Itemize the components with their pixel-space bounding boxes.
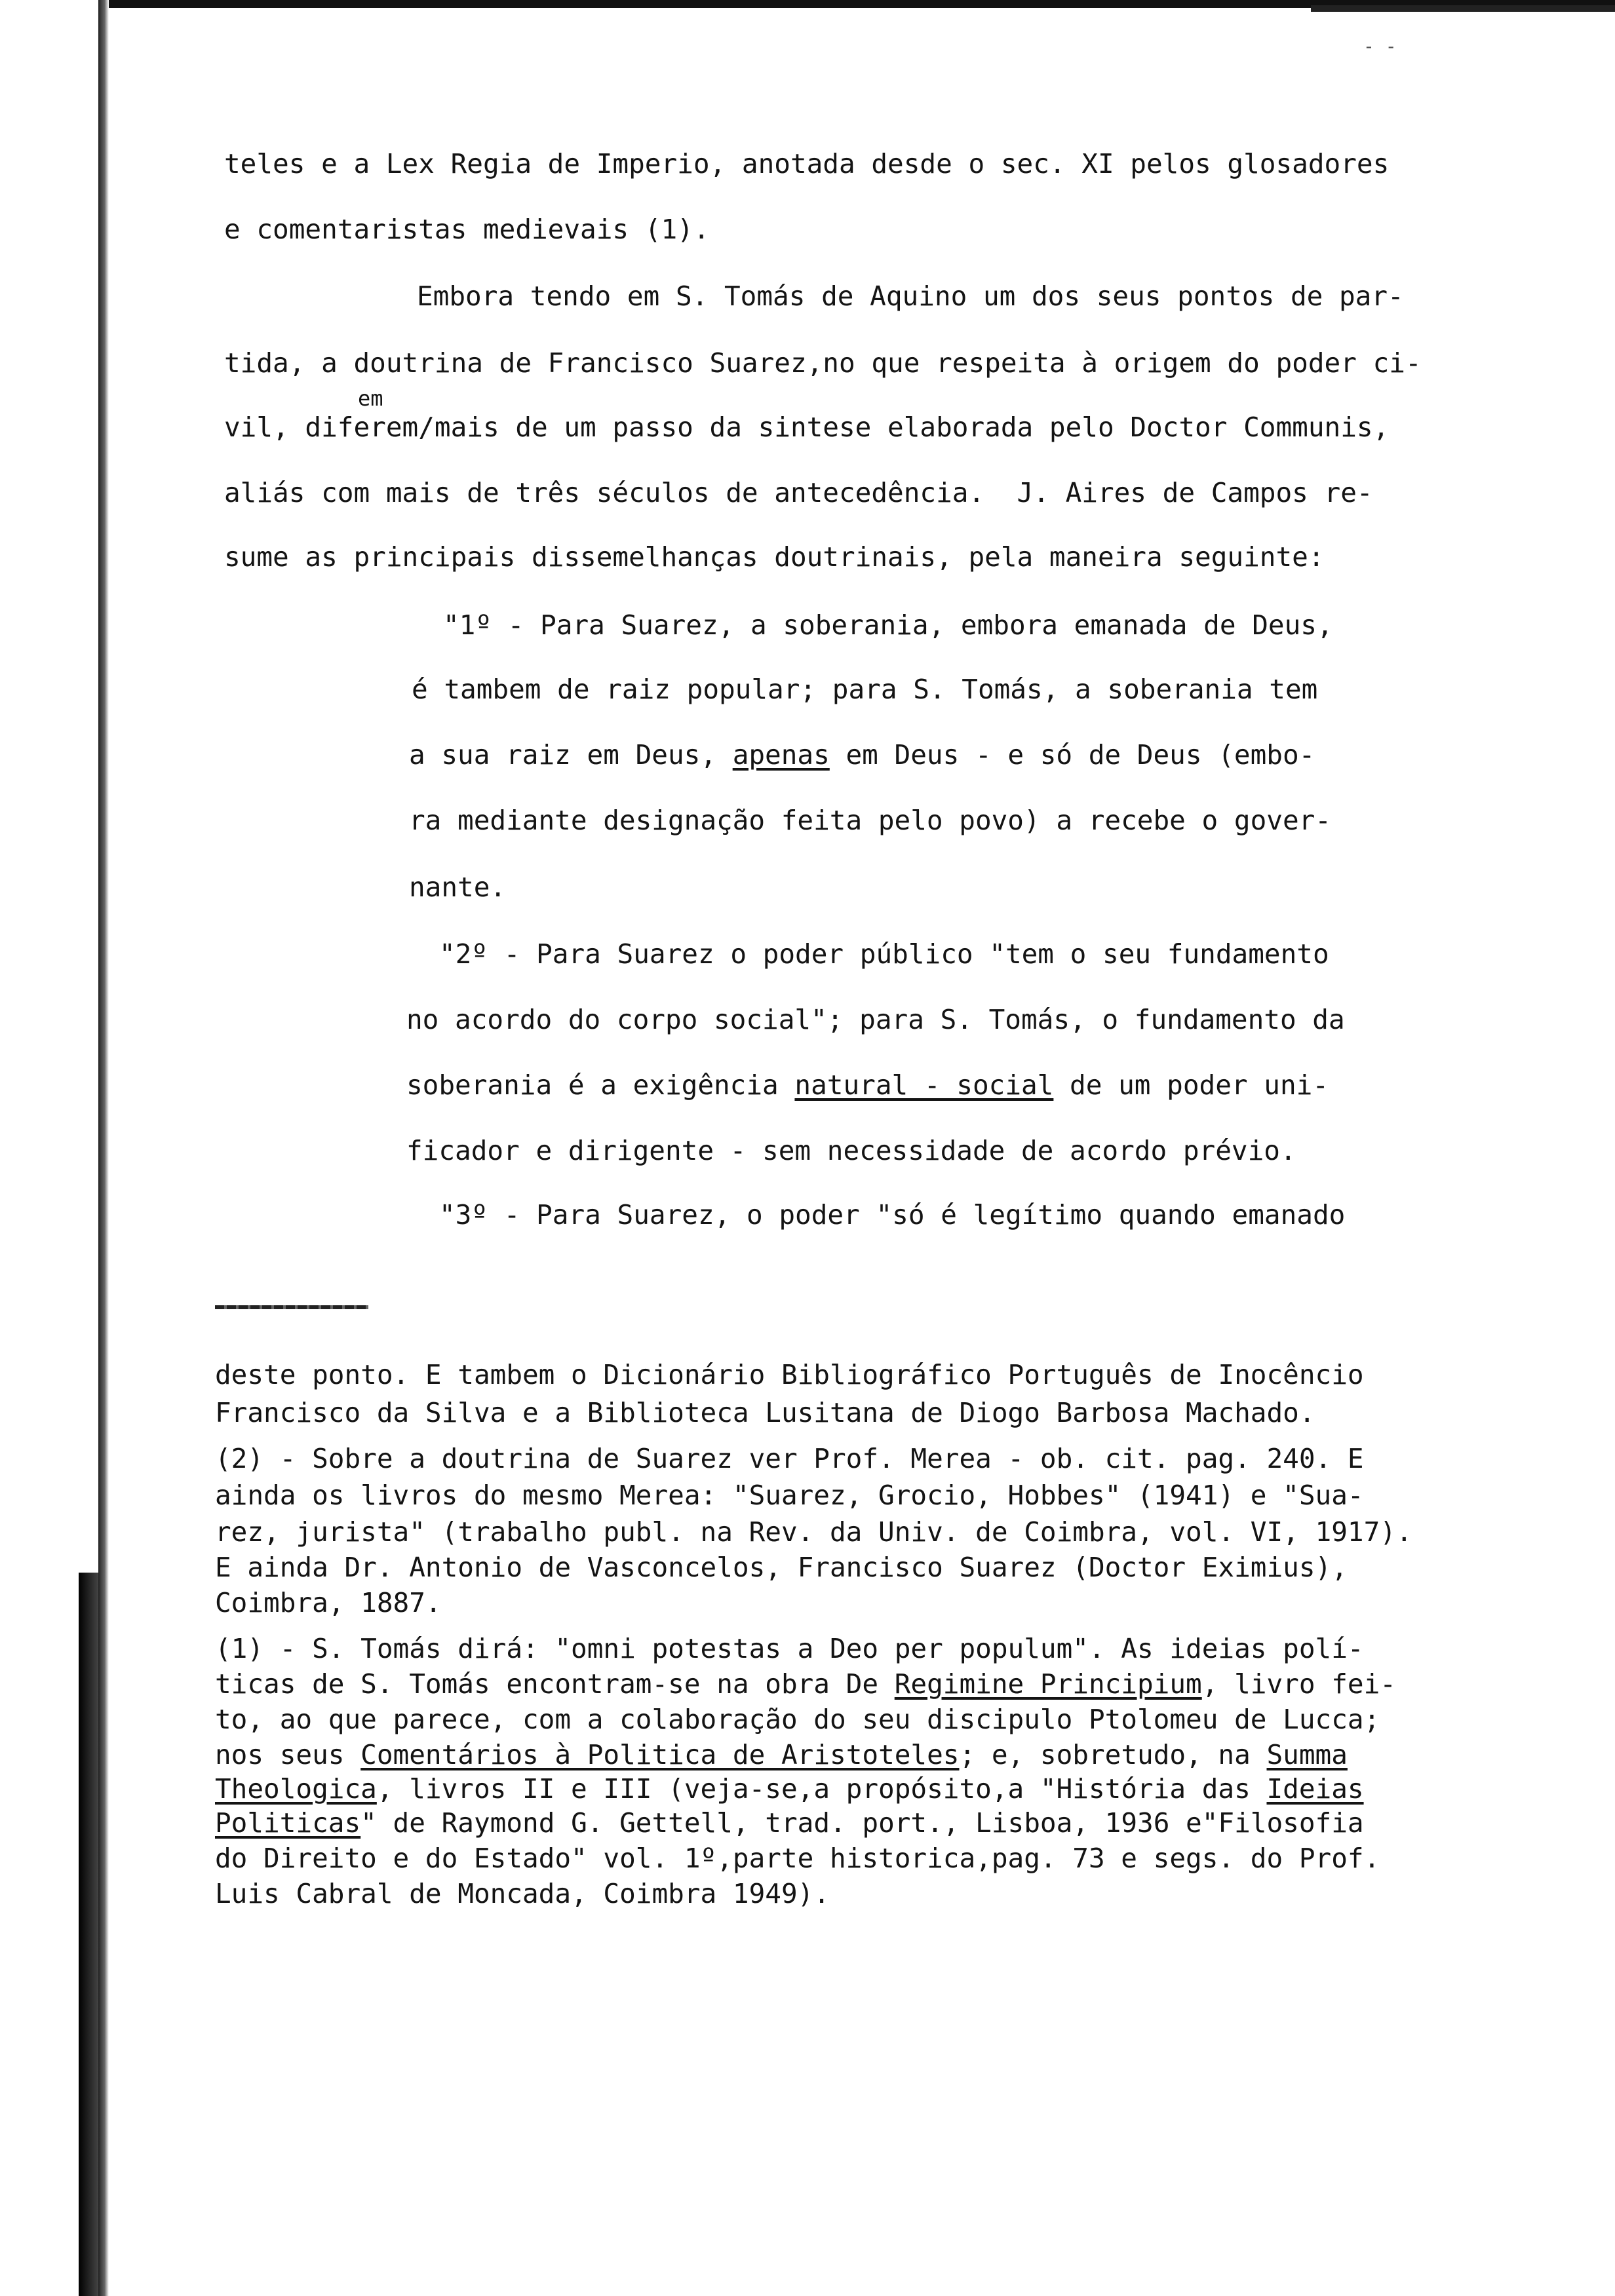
underlined-phrase: natural - social xyxy=(794,1069,1054,1101)
quote-line: "2º - Para Suarez o poder público "tem o seu fundamento xyxy=(439,938,1329,970)
quote-line: ra mediante designação feita pelo povo) a recebe o gover- xyxy=(409,805,1331,836)
footnote-line: rez, jurista" (trabalho publ. na Rev. da Univ. de Coimbra, vol. VI, 1917). xyxy=(215,1516,1412,1548)
body-line: Embora tendo em S. Tomás de Aquino um dos seus pontos de par- xyxy=(417,280,1404,312)
footnote-line: (1) - S. Tomás dirá: "omni potestas a Deo per populum". As ideias polí- xyxy=(215,1633,1364,1664)
interlinear-insertion: em xyxy=(358,386,383,411)
underlined-title: Politicas xyxy=(215,1807,361,1839)
underlined-word: apenas xyxy=(732,739,830,771)
body-line: aliás com mais de três séculos de antecedência. J. Aires de Campos re- xyxy=(224,477,1373,508)
quote-line: a sua raiz em Deus, apenas em Deus - e só de Deus (embo- xyxy=(409,739,1315,771)
quote-line: nante. xyxy=(409,871,507,903)
quote-line: "3º - Para Suarez, o poder "só é legítimo quando emanado xyxy=(439,1199,1346,1231)
quote-line: "1º - Para Suarez, a soberania, embora emanada de Deus, xyxy=(443,609,1333,641)
body-line: e comentaristas medievais (1). xyxy=(224,214,710,245)
footnote-line: ticas de S. Tomás encontram-se na obra De Regimine Principium, livro fei- xyxy=(215,1668,1396,1700)
underlined-title: Ideias xyxy=(1266,1773,1364,1805)
body-line: tida, a doutrina de Francisco Suarez,no que respeita à origem do poder ci- xyxy=(224,347,1422,379)
footnote-line: nos seus Comentários à Politica de Aristoteles; e, sobretudo, na Summa xyxy=(215,1739,1348,1770)
underlined-title: Comentários à Politica de Aristoteles xyxy=(360,1739,960,1770)
footnote-line: E ainda Dr. Antonio de Vasconcelos, Francisco Suarez (Doctor Eximius), xyxy=(215,1552,1348,1583)
footnote-line: Francisco da Silva e a Biblioteca Lusitana de Diogo Barbosa Machado. xyxy=(215,1397,1315,1428)
footnote-line: Coimbra, 1887. xyxy=(215,1587,442,1618)
quote-line: é tambem de raiz popular; para S. Tomás, a soberania tem xyxy=(412,674,1318,705)
underlined-title: Summa xyxy=(1266,1739,1348,1770)
underlined-title: Theologica xyxy=(215,1773,377,1805)
footnote-line: do Direito e do Estado" vol. 1º,parte historica,pag. 73 e segs. do Prof. xyxy=(215,1843,1380,1874)
scan-top-edge-right xyxy=(1311,5,1615,12)
quote-line: soberania é a exigência natural - social de um poder uni- xyxy=(406,1069,1329,1101)
footnote-separator xyxy=(215,1305,368,1309)
footnote-line: (2) - Sobre a doutrina de Suarez ver Prof. Merea - ob. cit. pag. 240. E xyxy=(215,1443,1364,1474)
footnote-line: Politicas" de Raymond G. Gettell, trad. port., Lisboa, 1936 e"Filosofia xyxy=(215,1807,1364,1839)
footnote-line: to, ao que parece, com a colaboração do seu discipulo Ptolomeu de Lucca; xyxy=(215,1704,1380,1735)
underlined-title: Regimine Principium xyxy=(894,1668,1202,1700)
scan-left-edge xyxy=(98,0,109,2296)
footnote-line: deste ponto. E tambem o Dicionário Bibliográfico Português de Inocêncio xyxy=(215,1359,1364,1390)
quote-line: ficador e dirigente - sem necessidade de acordo prévio. xyxy=(406,1135,1296,1166)
body-line: vil, diferem/mais de um passo da sintese elaborada pelo Doctor Communis, xyxy=(224,411,1390,443)
footnote-line: Luis Cabral de Moncada, Coimbra 1949). xyxy=(215,1878,830,1909)
footnote-line: ainda os livros do mesmo Merea: "Suarez, Grocio, Hobbes" (1941) e "Sua- xyxy=(215,1480,1364,1511)
corner-mark: - - xyxy=(1363,35,1397,57)
quote-line: no acordo do corpo social"; para S. Tomás, o fundamento da xyxy=(406,1004,1345,1035)
body-line: teles e a Lex Regia de Imperio, anotada desde o sec. XI pelos glosadores xyxy=(224,148,1390,180)
scan-left-edge-lower xyxy=(79,1573,98,2296)
footnote-line: Theologica, livros II e III (veja-se,a propósito,a "História das Ideias xyxy=(215,1773,1364,1805)
body-line: sume as principais dissemelhanças doutrinais, pela maneira seguinte: xyxy=(224,541,1325,573)
